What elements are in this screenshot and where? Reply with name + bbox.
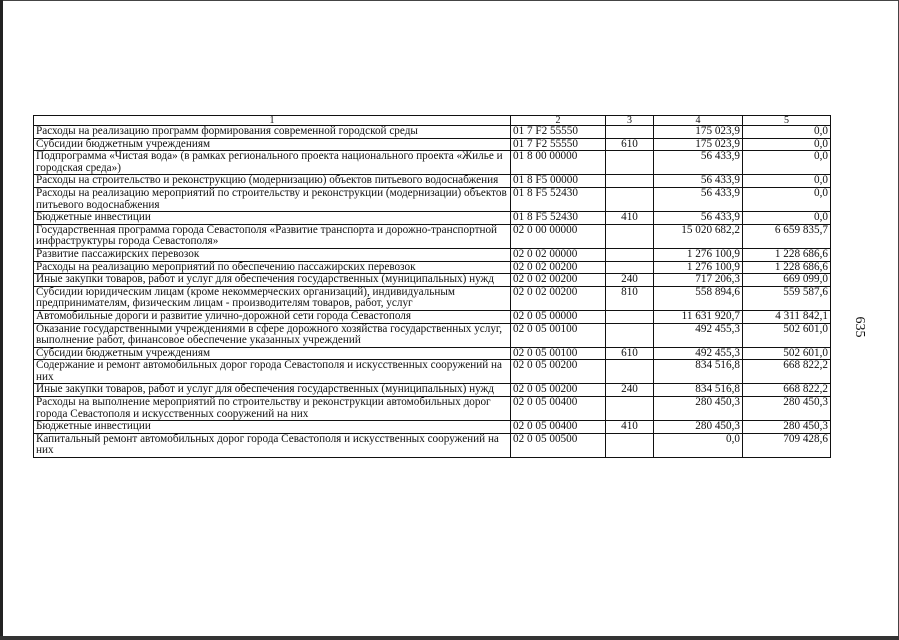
- row-name: Субсидии бюджетным учреждениям: [34, 347, 511, 360]
- row-expense-type: 610: [606, 347, 654, 360]
- row-expense-type: 410: [606, 212, 654, 225]
- row-code: 02 0 05 00400: [511, 397, 606, 421]
- row-name: Расходы на реализацию программ формирования современной городской среды: [34, 126, 511, 139]
- row-amount-col5: 668 822,2: [743, 360, 831, 384]
- row-name: Бюджетные инвестиции: [34, 421, 511, 434]
- row-name: Расходы на строительство и реконструкцию (модернизацию) объектов питьевого водоснабжения: [34, 175, 511, 188]
- row-name: Расходы на выполнение мероприятий по строительству и реконструкции автомобильных дорог города Севастополя и искусственных сооружений на них: [34, 397, 511, 421]
- row-expense-type: [606, 433, 654, 457]
- row-expense-type: [606, 224, 654, 248]
- table-row: [34, 347, 831, 360]
- row-amount-col5: 6 659 835,7: [743, 224, 831, 248]
- table-row: [34, 397, 831, 421]
- row-expense-type: 240: [606, 384, 654, 397]
- row-amount-col4: 492 455,3: [654, 323, 743, 347]
- row-expense-type: [606, 248, 654, 261]
- row-expense-type: 410: [606, 421, 654, 434]
- row-name: Расходы на реализацию мероприятий по обеспечению пассажирских перевозок: [34, 261, 511, 274]
- row-name: Субсидии бюджетным учреждениям: [34, 138, 511, 151]
- table-row: [34, 360, 831, 384]
- row-code: 01 8 F5 00000: [511, 175, 606, 188]
- row-code: 02 0 05 00100: [511, 323, 606, 347]
- row-code: 01 7 F2 55550: [511, 138, 606, 151]
- row-name: Оказание государственными учреждениями в сфере дорожного хозяйства государственных услуг, выполнение работ, финансовое обеспечение указанных учреждений: [34, 323, 511, 347]
- column-number-5: 5: [743, 116, 831, 126]
- row-expense-type: [606, 310, 654, 323]
- budget-table: [33, 115, 831, 458]
- row-amount-col5: 280 450,3: [743, 421, 831, 434]
- column-number-3: 3: [606, 116, 654, 126]
- row-expense-type: 610: [606, 138, 654, 151]
- row-code: 02 0 05 00200: [511, 384, 606, 397]
- table-row: [34, 175, 831, 188]
- table-row: [34, 212, 831, 225]
- column-number-row: [34, 116, 831, 126]
- row-code: 02 0 05 00000: [511, 310, 606, 323]
- table-row: [34, 224, 831, 248]
- scan-edge-left: [0, 0, 3, 640]
- row-name: Государственная программа города Севастополя «Развитие транспорта и дорожно-транспортной инфраструктуры города Севастополя»: [34, 224, 511, 248]
- row-amount-col4: 492 455,3: [654, 347, 743, 360]
- row-code: 01 8 00 00000: [511, 151, 606, 175]
- row-name: Иные закупки товаров, работ и услуг для обеспечения государственных (муниципальных) нужд: [34, 274, 511, 287]
- table-row: [34, 323, 831, 347]
- row-name: Иные закупки товаров, работ и услуг для обеспечения государственных (муниципальных) нужд: [34, 384, 511, 397]
- row-expense-type: [606, 151, 654, 175]
- row-amount-col4: 558 894,6: [654, 286, 743, 310]
- row-amount-col4: 56 433,9: [654, 187, 743, 211]
- row-name: Капитальный ремонт автомобильных дорог города Севастополя и искусственных сооружений на них: [34, 433, 511, 457]
- table-row: [34, 187, 831, 211]
- column-number-4: 4: [654, 116, 743, 126]
- row-amount-col5: 709 428,6: [743, 433, 831, 457]
- row-name: Содержание и ремонт автомобильных дорог города Севастополя и искусственных сооружений на них: [34, 360, 511, 384]
- row-amount-col4: 0,0: [654, 433, 743, 457]
- table-row: [34, 126, 831, 139]
- row-code: 01 7 F2 55550: [511, 126, 606, 139]
- row-code: 02 0 05 00400: [511, 421, 606, 434]
- table-row: [34, 384, 831, 397]
- row-amount-col5: 502 601,0: [743, 323, 831, 347]
- row-amount-col4: 11 631 920,7: [654, 310, 743, 323]
- row-expense-type: [606, 323, 654, 347]
- row-amount-col4: 56 433,9: [654, 175, 743, 188]
- row-expense-type: [606, 175, 654, 188]
- table-row: [34, 421, 831, 434]
- row-expense-type: [606, 261, 654, 274]
- row-name: Подпрограмма «Чистая вода» (в рамках регионального проекта национального проекта «Жилье и городская среда»): [34, 151, 511, 175]
- table-row: [34, 248, 831, 261]
- column-number-2: 2: [511, 116, 606, 126]
- row-expense-type: [606, 397, 654, 421]
- table-row: [34, 151, 831, 175]
- row-amount-col5: 668 822,2: [743, 384, 831, 397]
- row-expense-type: [606, 187, 654, 211]
- row-name: Развитие пассажирских перевозок: [34, 248, 511, 261]
- row-amount-col4: 56 433,9: [654, 212, 743, 225]
- row-amount-col4: 175 023,9: [654, 126, 743, 139]
- row-name: Бюджетные инвестиции: [34, 212, 511, 225]
- row-amount-col4: 175 023,9: [654, 138, 743, 151]
- row-amount-col5: 669 099,0: [743, 274, 831, 287]
- row-amount-col5: 1 228 686,6: [743, 261, 831, 274]
- row-code: 02 0 05 00100: [511, 347, 606, 360]
- row-amount-col4: 834 516,8: [654, 360, 743, 384]
- row-amount-col4: 1 276 100,9: [654, 261, 743, 274]
- table-row: [34, 433, 831, 457]
- row-amount-col5: 502 601,0: [743, 347, 831, 360]
- row-amount-col5: 0,0: [743, 187, 831, 211]
- row-amount-col4: 56 433,9: [654, 151, 743, 175]
- budget-table-body: [34, 116, 831, 458]
- row-amount-col5: 0,0: [743, 212, 831, 225]
- row-amount-col4: 717 206,3: [654, 274, 743, 287]
- row-name: Расходы на реализацию мероприятий по строительству и реконструкции (модернизации) объектов питьевого водоснабжения: [34, 187, 511, 211]
- row-amount-col4: 280 450,3: [654, 397, 743, 421]
- row-expense-type: [606, 360, 654, 384]
- row-code: 02 0 05 00500: [511, 433, 606, 457]
- row-name: Автомобильные дороги и развитие улично-дорожной сети города Севастополя: [34, 310, 511, 323]
- row-amount-col4: 15 020 682,2: [654, 224, 743, 248]
- row-code: 02 0 02 00200: [511, 274, 606, 287]
- row-code: 02 0 02 00000: [511, 248, 606, 261]
- row-code: 02 0 00 00000: [511, 224, 606, 248]
- row-code: 01 8 F5 52430: [511, 187, 606, 211]
- row-amount-col5: 0,0: [743, 151, 831, 175]
- table-row: [34, 274, 831, 287]
- row-expense-type: 240: [606, 274, 654, 287]
- row-amount-col5: 0,0: [743, 126, 831, 139]
- row-expense-type: 810: [606, 286, 654, 310]
- row-code: 02 0 02 00200: [511, 261, 606, 274]
- row-amount-col5: 0,0: [743, 138, 831, 151]
- page-number: 635: [852, 316, 867, 338]
- row-amount-col5: 4 311 842,1: [743, 310, 831, 323]
- column-number-1: 1: [34, 116, 511, 126]
- scan-edge-bottom: [0, 636, 899, 640]
- row-code: 01 8 F5 52430: [511, 212, 606, 225]
- row-code: 02 0 02 00200: [511, 286, 606, 310]
- row-amount-col4: 834 516,8: [654, 384, 743, 397]
- table-row: [34, 286, 831, 310]
- table-row: [34, 310, 831, 323]
- row-expense-type: [606, 126, 654, 139]
- row-amount-col5: 0,0: [743, 175, 831, 188]
- row-amount-col4: 280 450,3: [654, 421, 743, 434]
- row-code: 02 0 05 00200: [511, 360, 606, 384]
- table-row: [34, 138, 831, 151]
- row-amount-col5: 559 587,6: [743, 286, 831, 310]
- row-amount-col5: 1 228 686,6: [743, 248, 831, 261]
- table-row: [34, 261, 831, 274]
- row-amount-col4: 1 276 100,9: [654, 248, 743, 261]
- row-name: Субсидии юридическим лицам (кроме некоммерческих организаций), индивидуальным предпринимателям, физическим лицам - производителям товаров, работ, услуг: [34, 286, 511, 310]
- row-amount-col5: 280 450,3: [743, 397, 831, 421]
